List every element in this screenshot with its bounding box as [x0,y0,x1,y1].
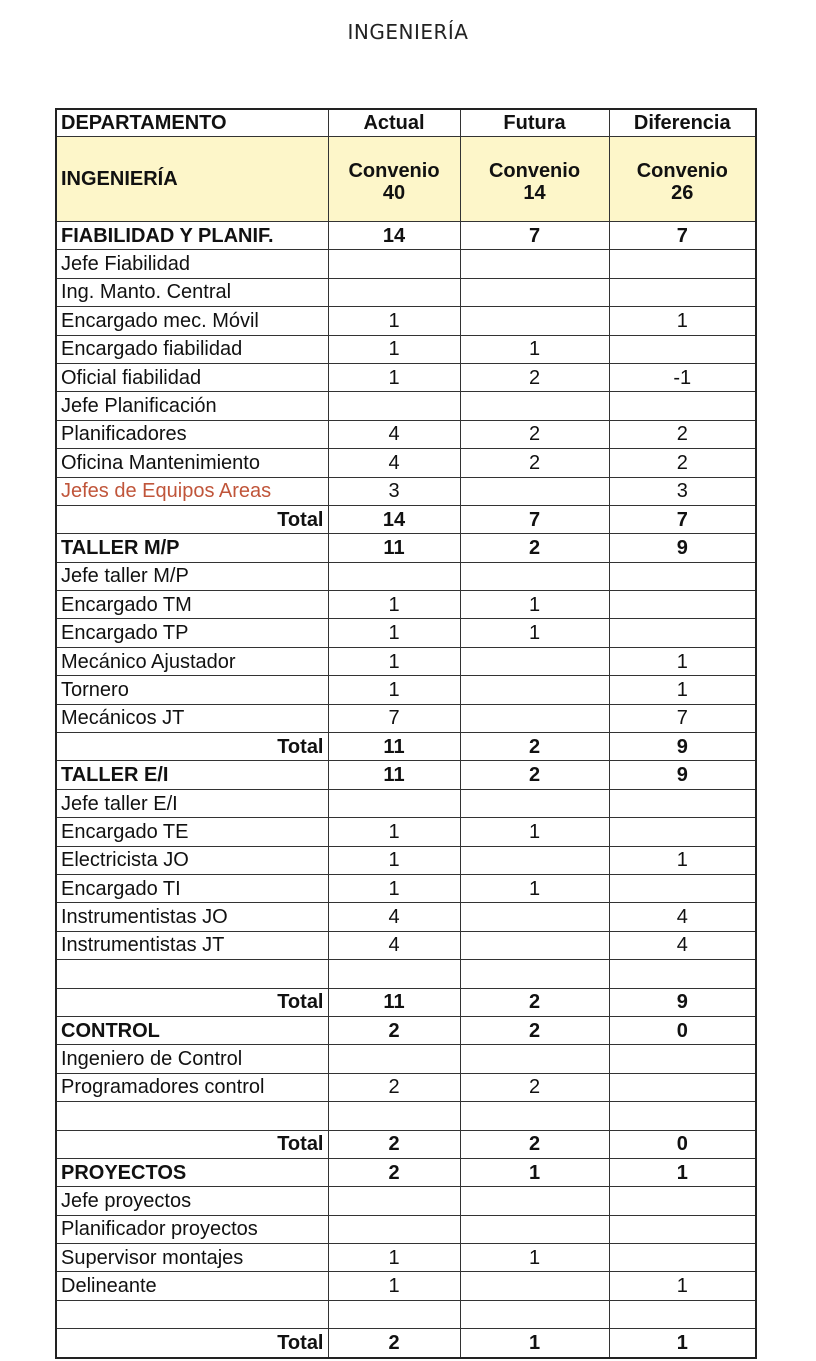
diferencia-cell [609,619,756,647]
diferencia-cell: 1 [609,307,756,335]
diferencia-cell [609,250,756,278]
diferencia-cell: -1 [609,363,756,391]
table-row [56,704,756,732]
diferencia-cell [609,591,756,619]
table-header-row [56,109,756,137]
actual-cell: 1 [328,335,460,363]
diferencia-cell [609,874,756,902]
futura-cell: 1 [460,335,609,363]
total-row [56,1329,756,1358]
futura-cell: 2 [460,363,609,391]
actual-cell: 1 [328,363,460,391]
table-row [56,789,756,817]
row-label: TALLER M/P [56,534,328,562]
diferencia-cell [609,1045,756,1073]
futura-cell: 2 [460,1073,609,1101]
row-label: Supervisor montajes [56,1244,328,1272]
row-label: FIABILIDAD Y PLANIF. [56,222,328,250]
diferencia-cell [609,562,756,590]
row-label: PROYECTOS [56,1158,328,1186]
row-label: Total [56,1130,328,1158]
blank-row [56,1102,756,1130]
table-row [56,818,756,846]
diferencia-cell [609,1073,756,1101]
actual-cell [328,1045,460,1073]
futura-cell [460,1187,609,1215]
row-label: Programadores control [56,1073,328,1101]
diferencia-cell: 7 [609,222,756,250]
group-diferencia [609,137,756,222]
actual-cell [328,562,460,590]
total-row [56,1130,756,1158]
row-label: Oficina Mantenimiento [56,449,328,477]
table-row [56,647,756,675]
diferencia-cell [609,1244,756,1272]
table-row [56,1073,756,1101]
row-label: Mecánico Ajustador [56,647,328,675]
total-row [56,733,756,761]
row-label: Jefe taller M/P [56,562,328,590]
futura-cell [460,676,609,704]
futura-cell: 7 [460,505,609,533]
table-row [56,1244,756,1272]
row-label: Ingeniero de Control [56,1045,328,1073]
header-futura: Futura [460,109,609,137]
table-row [56,420,756,448]
convenio-label: Convenio [488,160,581,182]
diferencia-cell: 9 [609,761,756,789]
row-label: Planificador proyectos [56,1215,328,1243]
group-label: INGENIERÍA [56,137,328,222]
group-actual [328,137,460,222]
section-row [56,534,756,562]
convenio-value: 26 [671,182,694,204]
actual-cell: 4 [328,449,460,477]
actual-cell [328,250,460,278]
table-row [56,477,756,505]
row-label: Encargado fiabilidad [56,335,328,363]
table-row [56,392,756,420]
row-label: Encargado mec. Móvil [56,307,328,335]
actual-cell: 2 [328,1158,460,1186]
diferencia-cell: 9 [609,988,756,1016]
futura-cell: 2 [460,534,609,562]
futura-cell [460,846,609,874]
row-label: Jefe proyectos [56,1187,328,1215]
actual-cell: 1 [328,1244,460,1272]
diferencia-cell: 7 [609,505,756,533]
diferencia-cell: 7 [609,704,756,732]
table-row [56,1187,756,1215]
actual-cell: 3 [328,477,460,505]
table-row [56,619,756,647]
diferencia-cell: 2 [609,420,756,448]
convenio-value: 14 [523,182,546,204]
diferencia-cell [609,960,756,988]
futura-cell: 2 [460,449,609,477]
actual-cell: 2 [328,1329,460,1358]
futura-cell: 2 [460,1130,609,1158]
row-label: Total [56,505,328,533]
section-row [56,1158,756,1186]
futura-cell: 1 [460,874,609,902]
futura-cell [460,1215,609,1243]
diferencia-cell: 3 [609,477,756,505]
page-title: INGENIERÍA [347,20,469,44]
diferencia-cell [609,1102,756,1130]
row-label [56,1300,328,1328]
futura-cell [460,704,609,732]
convenio-value: 40 [382,182,406,204]
diferencia-cell: 4 [609,931,756,959]
actual-cell [328,278,460,306]
table-row [56,250,756,278]
table-body [56,222,756,1358]
row-label: CONTROL [56,1016,328,1044]
futura-cell [460,250,609,278]
section-row [56,1016,756,1044]
staffing-table [55,108,757,1359]
diferencia-cell: 0 [609,1016,756,1044]
section-row [56,761,756,789]
table-row [56,931,756,959]
futura-cell [460,477,609,505]
actual-cell: 4 [328,420,460,448]
row-label: Instrumentistas JO [56,903,328,931]
diferencia-cell [609,335,756,363]
futura-cell [460,392,609,420]
table-row [56,449,756,477]
actual-cell [328,1102,460,1130]
diferencia-cell [609,789,756,817]
actual-cell: 4 [328,903,460,931]
total-row [56,988,756,1016]
row-label: Jefe taller E/I [56,789,328,817]
row-label: Ing. Manto. Central [56,278,328,306]
diferencia-cell: 1 [609,846,756,874]
row-label: Tornero [56,676,328,704]
futura-cell [460,1272,609,1300]
table-row [56,903,756,931]
actual-cell: 1 [328,818,460,846]
actual-cell: 1 [328,647,460,675]
row-label: Encargado TE [56,818,328,846]
group-futura [460,137,609,222]
table-row [56,1215,756,1243]
blank-row [56,1300,756,1328]
diferencia-cell: 9 [609,733,756,761]
diferencia-cell: 1 [609,1329,756,1358]
diferencia-cell [609,1215,756,1243]
row-label: Jefe Fiabilidad [56,250,328,278]
diferencia-cell: 9 [609,534,756,562]
actual-cell: 2 [328,1073,460,1101]
table-row [56,1272,756,1300]
row-label: Encargado TP [56,619,328,647]
actual-cell [328,1187,460,1215]
row-label: Planificadores [56,420,328,448]
row-label: Jefe Planificación [56,392,328,420]
futura-cell [460,960,609,988]
actual-cell: 1 [328,874,460,902]
actual-cell: 7 [328,704,460,732]
futura-cell [460,307,609,335]
diferencia-cell: 4 [609,903,756,931]
actual-cell: 2 [328,1130,460,1158]
actual-cell: 1 [328,676,460,704]
futura-cell [460,562,609,590]
actual-cell: 1 [328,846,460,874]
diferencia-cell: 1 [609,647,756,675]
futura-cell: 1 [460,1158,609,1186]
row-label: Encargado TM [56,591,328,619]
actual-cell: 11 [328,761,460,789]
actual-cell [328,1215,460,1243]
actual-cell: 1 [328,591,460,619]
table-row [56,676,756,704]
convenio-label: Convenio [636,160,728,182]
futura-cell [460,931,609,959]
futura-cell [460,1102,609,1130]
futura-cell: 1 [460,818,609,846]
futura-cell: 1 [460,619,609,647]
futura-cell [460,647,609,675]
table-row [56,562,756,590]
diferencia-cell [609,818,756,846]
table-row [56,846,756,874]
row-label: Instrumentistas JT [56,931,328,959]
row-label: Jefes de Equipos Areas [56,477,328,505]
actual-cell: 1 [328,1272,460,1300]
diferencia-cell: 1 [609,676,756,704]
row-label: Total [56,988,328,1016]
diferencia-cell [609,1187,756,1215]
diferencia-cell: 1 [609,1272,756,1300]
diferencia-cell: 0 [609,1130,756,1158]
row-label: Encargado TI [56,874,328,902]
total-row [56,505,756,533]
futura-cell: 2 [460,1016,609,1044]
row-label: Total [56,1329,328,1358]
row-label: Delineante [56,1272,328,1300]
table-row [56,1045,756,1073]
actual-cell: 11 [328,534,460,562]
header-diferencia: Diferencia [609,109,756,137]
group-header-row [56,137,756,222]
row-label: Oficial fiabilidad [56,363,328,391]
actual-cell: 1 [328,307,460,335]
futura-cell: 1 [460,591,609,619]
diferencia-cell: 1 [609,1158,756,1186]
table-row [56,307,756,335]
table-row [56,278,756,306]
row-label: TALLER E/I [56,761,328,789]
actual-cell: 4 [328,931,460,959]
futura-cell: 2 [460,761,609,789]
table-row [56,363,756,391]
diferencia-cell [609,278,756,306]
row-label: Total [56,733,328,761]
table-row [56,591,756,619]
futura-cell: 2 [460,733,609,761]
actual-cell [328,960,460,988]
diferencia-cell [609,392,756,420]
futura-cell: 2 [460,420,609,448]
futura-cell: 7 [460,222,609,250]
header-departamento: DEPARTAMENTO [56,109,328,137]
row-label: Electricista JO [56,846,328,874]
row-label: Mecánicos JT [56,704,328,732]
futura-cell [460,1045,609,1073]
actual-cell: 14 [328,505,460,533]
futura-cell: 1 [460,1329,609,1358]
convenio-label: Convenio [348,160,440,182]
diferencia-cell: 2 [609,449,756,477]
row-label [56,1102,328,1130]
actual-cell: 1 [328,619,460,647]
header-actual: Actual [328,109,460,137]
row-label [56,960,328,988]
actual-cell: 2 [328,1016,460,1044]
section-row [56,222,756,250]
actual-cell: 14 [328,222,460,250]
actual-cell: 11 [328,733,460,761]
table-row [56,335,756,363]
futura-cell: 1 [460,1244,609,1272]
futura-cell: 2 [460,988,609,1016]
actual-cell: 11 [328,988,460,1016]
futura-cell [460,789,609,817]
table-row [56,874,756,902]
futura-cell [460,903,609,931]
futura-cell [460,278,609,306]
actual-cell [328,789,460,817]
diferencia-cell [609,1300,756,1328]
actual-cell [328,392,460,420]
actual-cell [328,1300,460,1328]
blank-row [56,960,756,988]
futura-cell [460,1300,609,1328]
